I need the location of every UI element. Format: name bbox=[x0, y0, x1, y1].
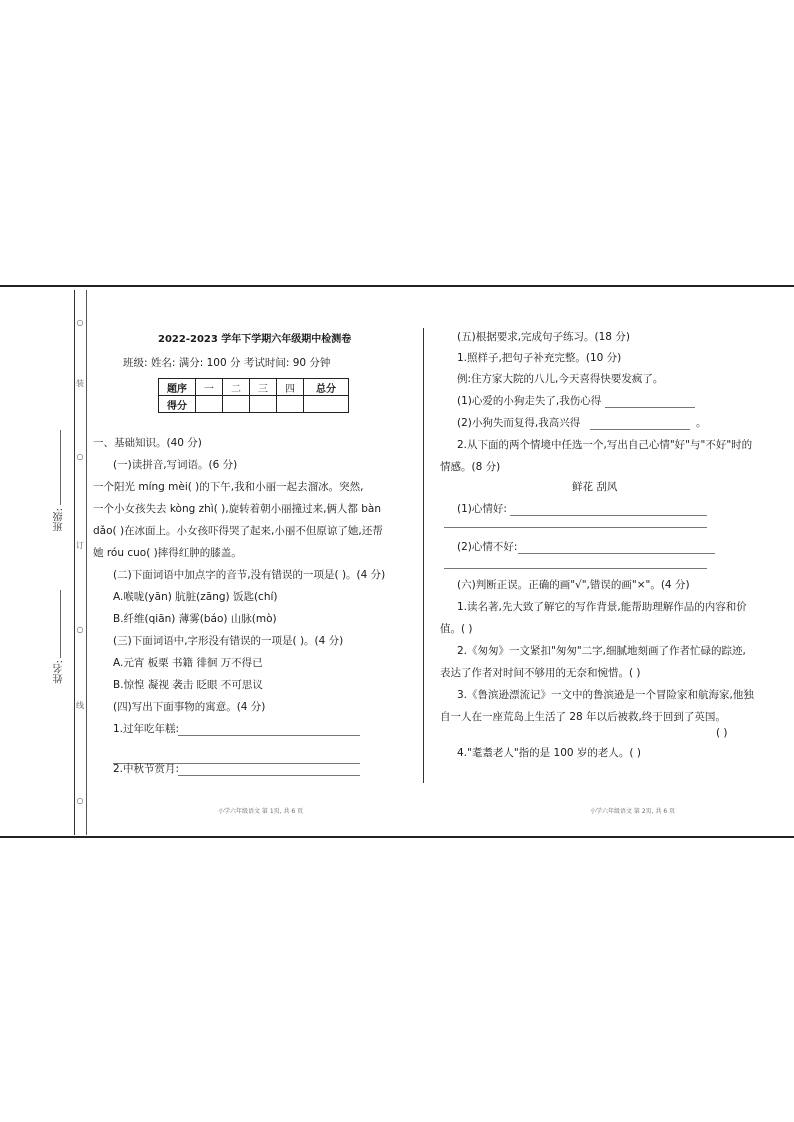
question-text: 表达了作者对时间不够用的无奈和惋惜。( ) bbox=[440, 667, 641, 679]
answer-line[interactable] bbox=[178, 735, 360, 736]
question-text: 情感。(8 分) bbox=[440, 461, 501, 473]
binding-mark: ○ bbox=[76, 318, 84, 327]
score-header-cell: 一 bbox=[196, 379, 223, 396]
example-sentence: 例:住方家大院的八儿,今天喜得快要发疯了。 bbox=[457, 373, 664, 385]
answer-parens[interactable]: ( ) bbox=[716, 727, 728, 739]
column-divider bbox=[423, 328, 424, 783]
answer-line[interactable] bbox=[605, 407, 695, 408]
score-row-label: 得分 bbox=[159, 396, 196, 413]
page-footer: 小学六年级语文 第 2页, 共 6 页 bbox=[590, 808, 676, 815]
score-table bbox=[158, 378, 349, 413]
binding-line bbox=[74, 290, 75, 835]
question-text: (2)小狗失而复得,我高兴得 bbox=[457, 417, 581, 429]
answer-line[interactable] bbox=[518, 553, 715, 554]
binding-mark: 线 bbox=[76, 701, 84, 710]
exam-title: 2022-2023 学年下学期六年级期中检测卷 bbox=[158, 334, 352, 345]
binding-mark: 装 bbox=[76, 379, 84, 388]
question-text: (2)心情不好: bbox=[457, 541, 518, 553]
scene-options: 鲜花 刮风 bbox=[572, 481, 618, 493]
name-field-line[interactable] bbox=[60, 590, 61, 658]
score-header-cell: 总分 bbox=[304, 379, 349, 396]
score-header-cell: 二 bbox=[223, 379, 250, 396]
question-title: (五)根据要求,完成句子练习。(18 分) bbox=[457, 331, 630, 343]
question-title: (一)读拼音,写词语。(6 分) bbox=[113, 459, 238, 471]
question-title: (六)判断正误。正确的画"√",错误的画"×"。(4 分) bbox=[457, 579, 690, 591]
question-text: 4."耄耋老人"指的是 100 岁的老人。( ) bbox=[457, 747, 641, 759]
score-cell[interactable] bbox=[196, 396, 223, 413]
name-label: 姓名: bbox=[54, 660, 65, 684]
question-text: 一个阳光 míng mèi( )的下午,我和小丽一起去溜冰。突然, bbox=[93, 481, 364, 493]
page-footer: 小学六年级语文 第 1页, 共 6 页 bbox=[218, 808, 304, 815]
question-text: (1)心爱的小狗走失了,我伤心得 bbox=[457, 395, 602, 407]
score-cell[interactable] bbox=[250, 396, 277, 413]
question-text: 2.从下面的两个情境中任选一个,写出自己心情"好"与"不好"时的 bbox=[457, 439, 753, 451]
score-header-cell: 三 bbox=[250, 379, 277, 396]
answer-line[interactable] bbox=[590, 429, 690, 430]
question-text: 一个小女孩失去 kòng zhì( ),旋转着朝小丽撞过来,俩人都 bàn bbox=[93, 503, 382, 515]
option-b: B.纤维(qiān) 薄雾(báo) 山脉(mò) bbox=[113, 613, 277, 625]
option-a: A.喉咙(yān) 肮脏(zāng) 饭匙(chí) bbox=[113, 591, 278, 603]
score-cell[interactable] bbox=[304, 396, 349, 413]
binding-mark: ○ bbox=[76, 452, 84, 461]
answer-line[interactable] bbox=[444, 527, 707, 528]
option-b: B.惊惶 凝视 袭击 眨眼 不可思议 bbox=[113, 679, 263, 691]
score-cell[interactable] bbox=[277, 396, 304, 413]
answer-line[interactable] bbox=[510, 515, 707, 516]
question-title: (四)写出下面事物的寓意。(4 分) bbox=[113, 701, 266, 713]
score-header-cell: 题序 bbox=[159, 379, 196, 396]
question-title: (二)下面词语中加点字的音节,没有错误的一项是( )。(4 分) bbox=[113, 569, 386, 581]
exam-info: 班级: 姓名: 满分: 100 分 考试时间: 90 分钟 bbox=[123, 357, 331, 369]
option-a: A.元宵 板栗 书籍 徘徊 万不得已 bbox=[113, 657, 263, 669]
class-label: 班级: bbox=[54, 508, 65, 532]
question-text: 值。( ) bbox=[440, 623, 473, 635]
score-cell[interactable] bbox=[223, 396, 250, 413]
question-text: 3.《鲁滨逊漂流记》一文中的鲁滨逊是一个冒险家和航海家,他独 bbox=[457, 689, 754, 701]
answer-line[interactable] bbox=[444, 568, 707, 569]
section-heading: 一、基础知识。(40 分) bbox=[93, 437, 202, 449]
question-text: (1)心情好: bbox=[457, 503, 507, 515]
bottom-border bbox=[0, 836, 794, 838]
question-text: 1.过年吃年糕: bbox=[113, 723, 180, 735]
top-border bbox=[0, 285, 794, 287]
question-text: 她 róu cuo( )摔得红肿的膝盖。 bbox=[93, 547, 242, 559]
answer-line[interactable] bbox=[178, 775, 360, 776]
question-text: 2.《匆匆》一文紧扣"匆匆"二字,细腻地刻画了作者忙碌的踪迹, bbox=[457, 645, 746, 657]
question-text: dǎo( )在冰面上。小女孩吓得哭了起来,小丽不但原谅了她,还帮 bbox=[93, 525, 383, 537]
question-text: 1.照样子,把句子补充完整。(10 分) bbox=[457, 352, 622, 364]
sentence-end: 。 bbox=[696, 417, 707, 429]
score-header-cell: 四 bbox=[277, 379, 304, 396]
question-title: (三)下面词语中,字形没有错误的一项是( )。(4 分) bbox=[113, 635, 344, 647]
binding-mark: ○ bbox=[76, 625, 84, 634]
binding-mark: ○ bbox=[76, 796, 84, 805]
class-field-line[interactable] bbox=[60, 430, 61, 505]
binding-mark: 订 bbox=[76, 541, 84, 550]
question-text: 自一人在一座荒岛上生活了 28 年以后被救,终于回到了英国。 bbox=[440, 711, 726, 723]
question-text: 1.读名著,先大致了解它的写作背景,能帮助理解作品的内容和价 bbox=[457, 601, 747, 613]
binding-line-inner bbox=[86, 290, 87, 835]
question-text: 2.中秋节赏月: bbox=[113, 763, 180, 775]
